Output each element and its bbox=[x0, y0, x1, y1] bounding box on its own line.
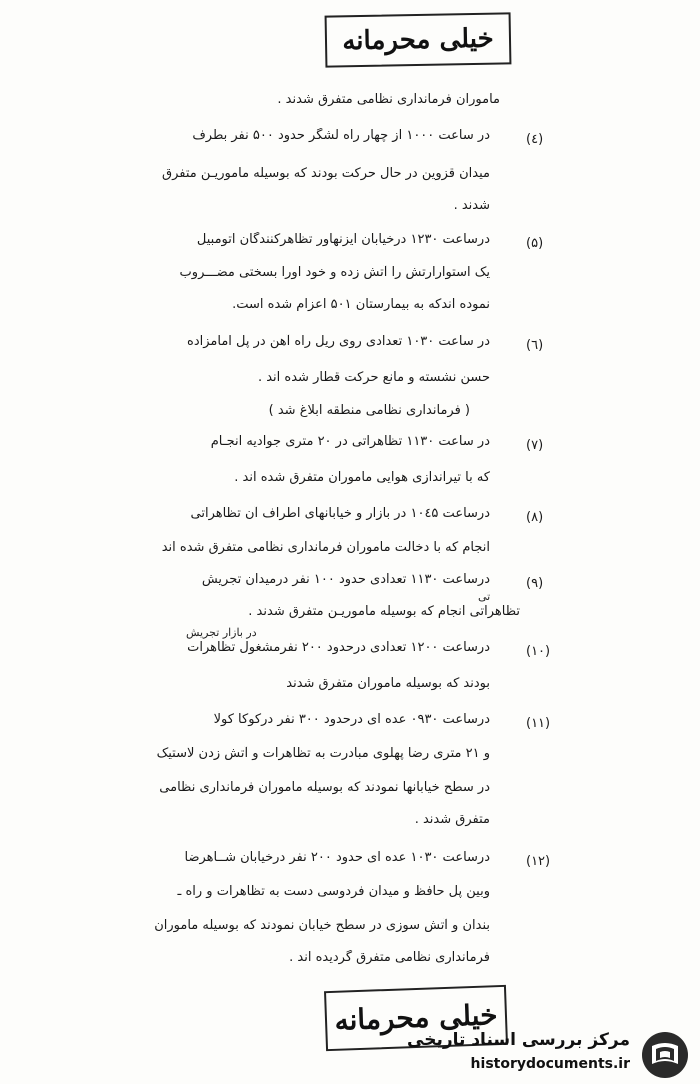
item-number-7: (۷) bbox=[526, 438, 544, 453]
item-7-line-2: که با تیراندازی هوایی ماموران متفرق شده اند . bbox=[234, 470, 490, 485]
intro-line: ماموران فرمانداری نظامی متفرق شدند . bbox=[277, 92, 500, 107]
item-5-line-2: یک استوارارتش را آتش زده و خود اورا بسختی مضـــروب bbox=[179, 265, 490, 280]
item-number-6: (٦) bbox=[526, 338, 544, 353]
handwritten-note-9: تی bbox=[478, 590, 491, 603]
item-number-10: (۱۰) bbox=[526, 644, 551, 659]
item-12-line-3: بندان و آتش سوزی در سطح خیابان نمودند که بوسیله ماموران bbox=[154, 918, 490, 933]
item-number-4: (٤) bbox=[526, 132, 544, 147]
item-4-line-3: شدند . bbox=[453, 198, 490, 213]
item-number-5: (۵) bbox=[526, 236, 544, 251]
item-11-line-1: درساعت ۰۹۳۰ عده ای درحدود ۳۰۰ نفر درکوکا کولا bbox=[213, 712, 490, 727]
item-11-line-4: متفرق شدند . bbox=[414, 812, 490, 827]
watermark-url: historydocuments.ir bbox=[470, 1056, 630, 1072]
item-10-line-1: درساعت ۱۲۰۰ تعدادی درحدود ۲۰۰ نفرمشغول تظاهرات bbox=[187, 640, 490, 655]
item-4-line-2: میدان قزوین در حال حرکت بودند که بوسیله ماموریـن متفرق bbox=[162, 166, 490, 181]
item-5-line-1: درساعت ۱۲۳۰ درخیابان ایزنهاور تظاهرکنندگان اتومبیل bbox=[196, 232, 490, 247]
item-6-line-2: حسن نشسته و مانع حرکت قطار شده اند . bbox=[257, 370, 490, 385]
item-9-line-1: درساعت ۱۱۳۰ تعدادی حدود ۱۰۰ نفر درمیدان تجریش bbox=[201, 572, 490, 587]
item-11-line-2: و ۲۱ متری رضا پهلوی مبادرت به تظاهرات و آتش زدن لاستیک bbox=[156, 746, 490, 761]
item-number-11: (۱۱) bbox=[526, 716, 551, 731]
archive-watermark bbox=[407, 1028, 696, 1080]
item-number-8: (۸) bbox=[526, 510, 544, 525]
item-number-12: (۱۲) bbox=[526, 854, 551, 869]
classification-stamp-top: خیلی محرمانه bbox=[325, 12, 512, 67]
item-7-line-1: در ساعت ۱۱۳۰ تظاهراتی در ۲۰ متری جوادیه انجـام bbox=[210, 434, 490, 449]
item-6-note: ( فرمانداری نظامی منطقه ابلاغ شد ) bbox=[268, 403, 470, 418]
item-4-line-1: در ساعت ۱۰۰۰ از چهار راه لشگر حدود ۵۰۰ نفر بطرف bbox=[192, 128, 490, 143]
item-12-line-1: درساعت ۱۰۳۰ عده ای حدود ۲۰۰ نفر درخیابان شــاهرضا bbox=[184, 850, 490, 865]
item-9-line-2: تظاهراتی انجام که بوسیله ماموریـن متفرق شدند . bbox=[248, 604, 520, 619]
item-8-line-2: انجام که با دخالت ماموران فرمانداری نظامی متفرق شده اند bbox=[161, 540, 490, 555]
item-5-line-3: نموده اندکه به بیمارستان ۵۰۱ اعزام شده است. bbox=[232, 297, 490, 312]
archive-logo-icon bbox=[640, 1030, 690, 1080]
watermark-title: مرکز بررسی اسناد تاریخی bbox=[407, 1030, 630, 1050]
item-6-line-1: در ساعت ۱۰۳۰ تعدادی روی ریل راه آهن در پل امامزاده bbox=[187, 334, 490, 349]
item-10-line-2: بودند که بوسیله ماموران متفرق شدند bbox=[286, 676, 490, 691]
item-8-line-1: درساعت ۱۰٤۵ در بازار و خیابانهای اطراف آن تظاهراتی bbox=[190, 506, 490, 521]
item-12-line-2: وبین پل حافظ و میدان فردوسی دست به تظاهرات و راه ـ bbox=[177, 884, 490, 899]
classification-stamp-bottom: خیلی محرمانه bbox=[324, 985, 508, 1051]
handwritten-note-10: در بازار تجریش bbox=[186, 626, 257, 639]
item-11-line-3: در سطح خیابانها نمودند که بوسیله ماموران فرمانداری نظامی bbox=[159, 780, 490, 795]
item-12-line-4: فرمانداری نظامی متفرق گردیده اند . bbox=[289, 950, 490, 965]
item-number-9: (۹) bbox=[526, 576, 544, 591]
